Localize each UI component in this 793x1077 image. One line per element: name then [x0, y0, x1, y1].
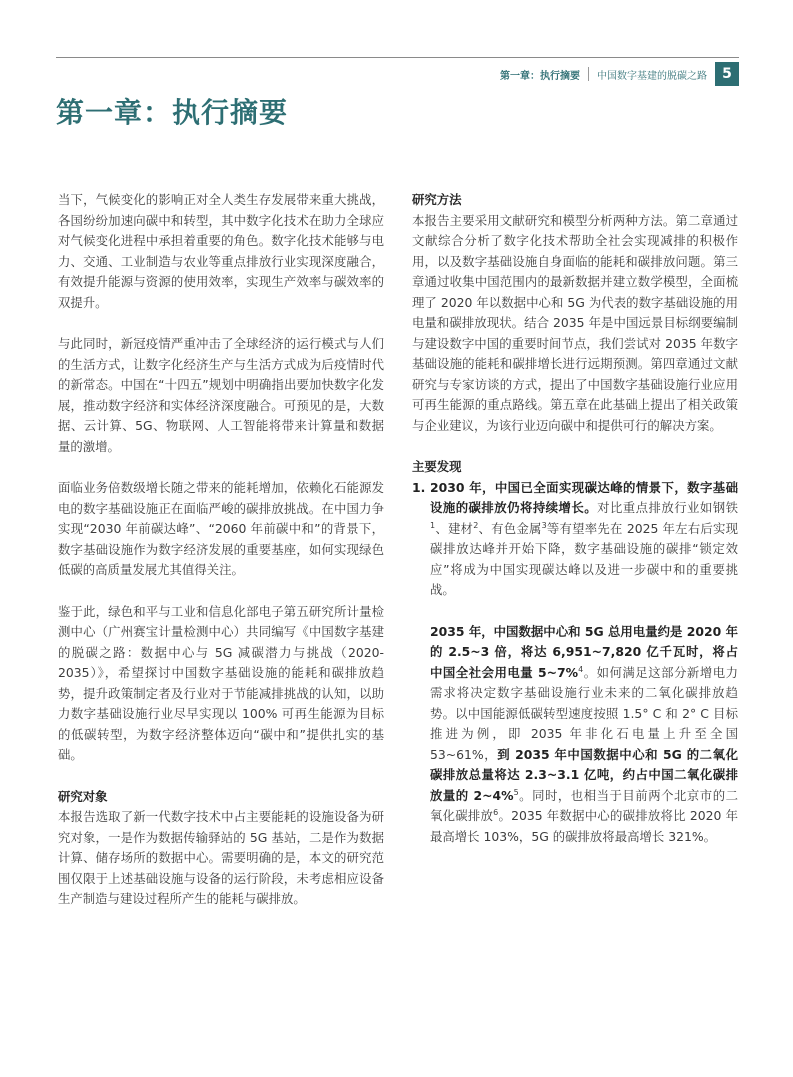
finding-2-text-a: 。如何满足这部分新增电力需求将决定数字基础设施行业未来的二氧化碳排放趋势。以中国能源低碳转型速度按照 1.5° C 和 2° C 目标推进为例，即 2035 年非化石电量上升至全国 53~61%， [430, 664, 739, 762]
method-heading: 研究方法 [412, 192, 462, 207]
header-chapter: 第一章：执行摘要 [500, 70, 580, 82]
footnote-ref-2: 2 [473, 520, 479, 530]
method-text: 本报告主要采用文献研究和模型分析两种方法。第二章通过文献综合分析了数字化技术帮助全社会实现减排的积极作用，以及数字基础设施自身面临的能耗和碳排放问题。第三章通过收集中国范围内的最新数据并建立数学模型，全面梳理了 2020 年以数据中心和 5G 为代表的数字基础设施的用电量和碳排放现状。结合 2035 年是中国远景目标纲要编制与建设数字中国的重要时间节点，我们尝试对 2035 年数字基础设施的能耗和碳排增长进行远期预测。第四章通过文献研究与专家访谈的方式，提出了中国数字基础设施行业应用可再生能源的重点路线。第五章在此基础上提出了相关政策与企业建议，为该行业迈向碳中和提供可行的解决方案。 [412, 212, 738, 433]
findings-heading: 主要发现 [412, 459, 462, 474]
paragraph-covid-impact: 与此同时，新冠疫情严重冲击了全球经济的运行模式与人们的生活方式，让数字化经济生产与生活方式成为后疫情时代的新常态。中国在“十四五”规划中明确指出要加快数字化发展，推动数字经济和实体经济深度融合。可预见的是，大数据、云计算、5G、物联网、人工智能将带来计算量和数据量的激增。 [58, 336, 384, 454]
finding-1-continuation [412, 622, 738, 848]
finding-1-text-a: 对比重点排放行业如钢铁 [597, 500, 739, 515]
finding-1-text-c: 、有色金属 [478, 520, 542, 536]
finding-item-1 [412, 478, 738, 622]
right-column [412, 190, 738, 868]
finding-body [430, 478, 738, 622]
finding-2-bold-a: 2035 年，中国数据中心和 5G 总用电量约是 2020 年的 2.5~3 倍，将达 6,951~7,820 亿千瓦时，将占中国全社会用电量 5~7% [430, 623, 738, 680]
paragraph-climate-change: 当下，气候变化的影响正对全人类生存发展带来重大挑战，各国纷纷加速向碳中和转型，其中数字化技术在助力全球应对气候变化进程中承担着重要的角色。数字化技术能够与电力、交通、工业制造与农业等重点排放行业实现深度融合，有效提升能源与资源的使用效率，实现生产效率与碳效率的双提升。 [58, 192, 384, 310]
running-header [500, 62, 739, 86]
finding-1-text-d: 等有望率先在 2025 年左右后实现碳排放达峰并开始下降，数字基础设施的碳排“锁定效应”将成为中国实现碳达峰以及进一步碳中和的重要挑战。 [430, 520, 739, 597]
finding-1-text-b: 、建材 [435, 520, 474, 536]
page-title: 第一章：执行摘要 [56, 96, 289, 129]
page-number: 5 [715, 62, 739, 86]
finding-2-text-b: 。同时，也相当于目前两个北京市的二氧化碳排放 [430, 787, 739, 823]
research-object-text: 本报告选取了新一代数字技术中占主要能耗的设施设备为研究对象，一是作为数据传输驿站的 5G 基站，二是作为数据计算、储存场所的数据中心。需要明确的是，本文的研究范围仅限于上述基础设施与设备的运行阶段，未考虑相应设备生产制造与建设过程所产生的能耗与碳排放。 [58, 809, 384, 906]
finding-2-text-c: 。2035 年数据中心的碳排放将比 2020 年最高增长 103%，5G 的碳排放将最高增长 321%。 [430, 808, 738, 844]
finding-2-bold-b: 到 2035 年中国数据中心和 5G 的二氧化碳排放总量将达 2.3~3.1 亿吨，约占中国二氧化碳排放量的 2~4% [430, 746, 738, 803]
paragraph-energy-challenge: 面临业务倍数级增长随之带来的能耗增加，依赖化石能源发电的数字基础设施正在面临严峻的碳排放挑战。在中国力争实现“2030 年前碳达峰”、“2060 年前碳中和”的背景下，数字基础设施作为数字经济发展的重要基座，如何实现绿色低碳的高质量发展尤其值得关注。 [58, 480, 384, 577]
finding-1-text [430, 478, 738, 601]
footnote-ref-1: 1 [430, 520, 436, 530]
header-rule [56, 57, 739, 58]
footnote-ref-3: 3 [541, 520, 547, 530]
footnote-ref-6: 6 [493, 807, 499, 817]
footnote-ref-5: 5 [513, 787, 519, 797]
left-column [58, 190, 384, 931]
finding-number: 1. [412, 479, 426, 495]
paragraph-report-purpose: 鉴于此，绿色和平与工业和信息化部电子第五研究所计量检测中心（广州赛宝计量检测中心）共同编写《中国数字基建的脱碳之路：数据中心与 5G 减碳潜力与挑战（2020-2035）》，希望探讨中国数字基础设施的能耗和碳排放趋势，提升政策制定者及行业对于节能减排挑战的认知，以助力数字基础设施行业尽早实现以 100% 可再生能源为目标的低碳转型，为数字经济整体迈向“碳中和”提供扎实的基础。 [58, 603, 384, 762]
finding-1-paragraph-2 [430, 622, 738, 848]
finding-1-bold: 2030 年，中国已全面实现碳达峰的情景下，数字基础设施的碳排放仍将持续增长。 [430, 479, 738, 515]
footnote-ref-4: 4 [578, 664, 584, 674]
header-report-title: 中国数字基建的脱碳之路 [597, 70, 707, 82]
research-object-heading: 研究对象 [58, 788, 108, 804]
